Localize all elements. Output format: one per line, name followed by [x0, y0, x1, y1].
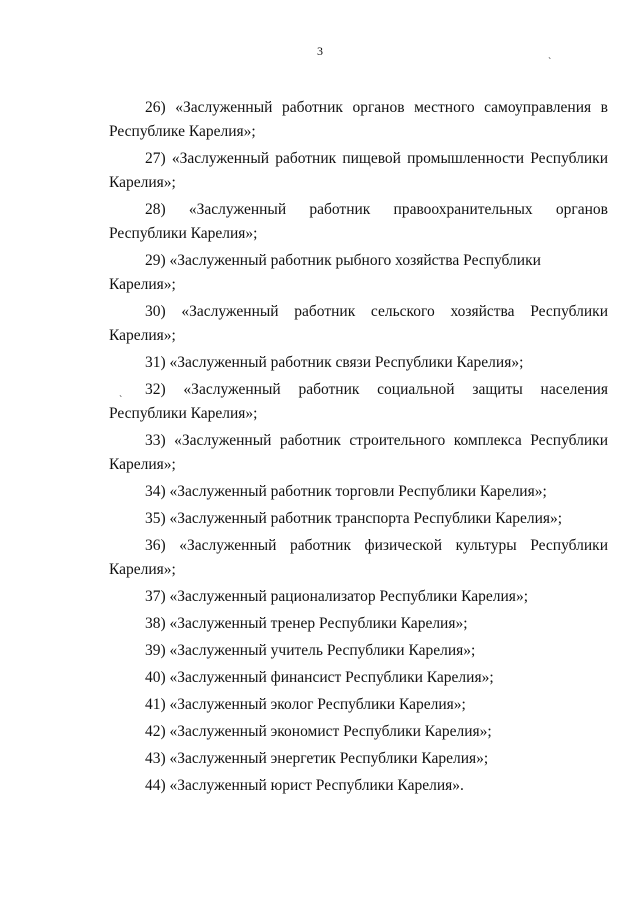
- scan-mark: `: [119, 395, 123, 406]
- list-item: 39) «Заслуженный учитель Республики Карелия»;: [145, 642, 476, 659]
- list-item: 29) «Заслуженный работник рыбного хозяйства Республики Карелия»;: [109, 252, 541, 293]
- list-item: 33) «Заслуженный работник строительного комплекса Республики Карелия»;: [109, 432, 608, 473]
- list-item: 34) «Заслуженный работник торговли Республики Карелия»;: [145, 483, 547, 500]
- list-item: 44) «Заслуженный юрист Республики Карелия».: [145, 777, 464, 794]
- list-item: 43) «Заслуженный энергетик Республики Карелия»;: [145, 750, 489, 767]
- list-item: 32) «Заслуженный работник социальной защиты населения Республики Карелия»;: [109, 381, 608, 422]
- list-item: 26) «Заслуженный работник органов местного самоуправления в Республике Карелия»;: [109, 99, 608, 140]
- list-item: 42) «Заслуженный экономист Республики Карелия»;: [145, 723, 492, 740]
- list-item: 38) «Заслуженный тренер Республики Карелия»;: [145, 615, 468, 632]
- scan-mark: `: [548, 57, 552, 68]
- page-number: 3: [317, 44, 323, 58]
- list-item: 28) «Заслуженный работник правоохранительных органов Республики Карелия»;: [109, 201, 608, 242]
- list-item: 36) «Заслуженный работник физической культуры Республики Карелия»;: [109, 537, 608, 578]
- list-item: 40) «Заслуженный финансист Республики Карелия»;: [145, 669, 494, 686]
- list-item: 31) «Заслуженный работник связи Республики Карелия»;: [145, 354, 524, 371]
- list-item: 30) «Заслуженный работник сельского хозяйства Республики Карелия»;: [109, 303, 608, 344]
- list-item: 35) «Заслуженный работник транспорта Республики Карелия»;: [145, 510, 563, 527]
- award-list: [109, 96, 608, 801]
- list-item: 41) «Заслуженный эколог Республики Карелия»;: [145, 696, 466, 713]
- list-item: 37) «Заслуженный рационализатор Республики Карелия»;: [145, 588, 528, 605]
- list-item: 27) «Заслуженный работник пищевой промышленности Республики Карелия»;: [109, 150, 608, 191]
